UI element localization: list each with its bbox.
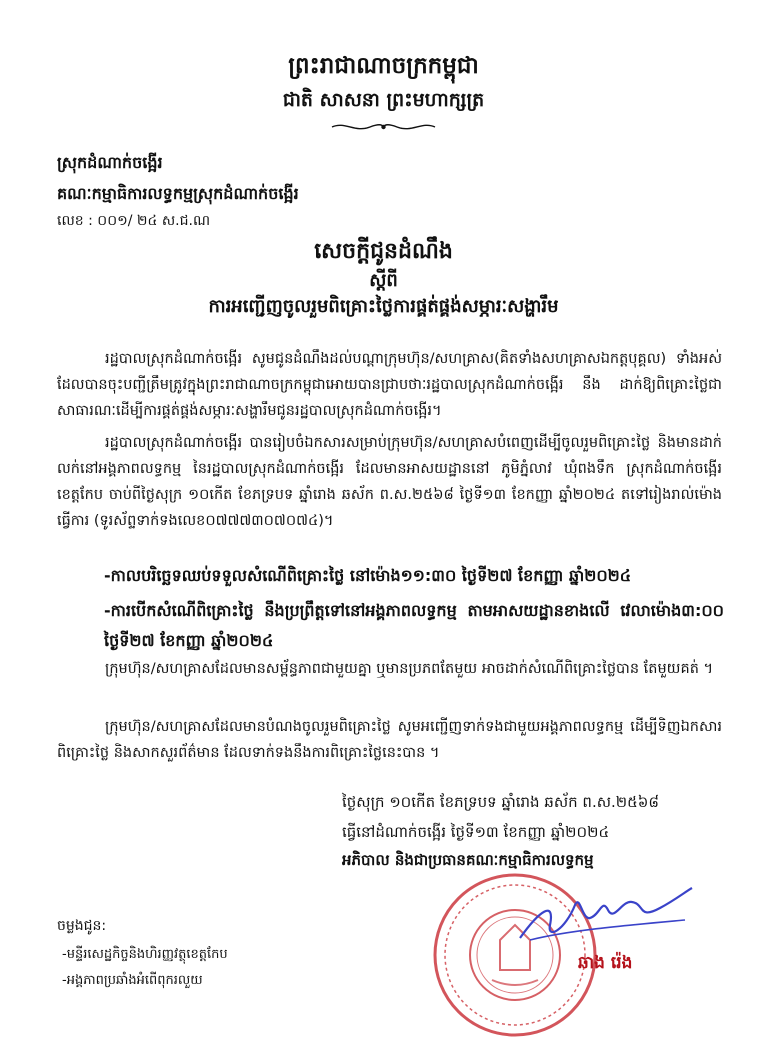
signatory-name: ឆាង រ៉េង: [578, 953, 633, 973]
issuing-district: ស្រុកដំណាក់ចង្អើរ: [57, 153, 163, 172]
body-paragraph-4: ក្រុមហ៊ុន/សហគ្រាសដែលមានបំណងចូលរួមពិគ្រោះថ្លៃ សូមអញ្ជើញទាក់ទងជាមួយអង្គភាពលទ្ធកម្ម ដើម្បីទិញឯកសារពិគ្រោះថ្លៃ និងសាកសួរព័ត៌មាន ដែលទាក់ទងនឹងការពិគ្រោះថ្លៃនេះបាន ។: [57, 719, 722, 761]
lunar-date: ថ្ងៃសុក្រ ១០កើត ខែភទ្របទ ឆ្នាំរោង ឆស័ក ព.ស.២៥៦៨: [342, 793, 659, 811]
copies-label: ចម្លងជូន:: [57, 918, 107, 934]
body-paragraph-3: ក្រុមហ៊ុន/សហគ្រាសដែលមានសម្ព័ន្ធភាពជាមួយគ្នា ឬមានប្រភពតែមួយ អាចដាក់សំណើពិគ្រោះថ្លៃបាន តែមួយគត់ ។: [105, 661, 714, 677]
copies-item: -អង្គភាពប្រឆាំងអំពើពុករលួយ: [62, 973, 203, 988]
subject-prefix: ស្តីពី: [369, 270, 398, 291]
notice-subject: ការអញ្ជើញចូលរួមពិគ្រោះថ្លៃការផ្គត់ផ្គង់សម្ភារៈសង្ហារឹម: [208, 296, 559, 317]
kingdom-heading: ព្រះរាជាណាចក្រកម្ពុជា: [288, 53, 479, 79]
place-and-date: ធ្វើនៅដំណាក់ចង្អើរ ថ្ងៃទី១៣ ខែកញ្ញា ឆ្នាំ២០២៤: [342, 823, 610, 841]
opening-bullet: -ការបើកសំណើពិគ្រោះថ្លៃ នឹងប្រព្រឹត្តទៅនៅអង្គភាពលទ្ធកម្ម តាមអាសយដ្ឋានខាងលើ វេលាម៉ោង៣:០០ ថ្ងៃទី២៧ ខែកញ្ញា ឆ្នាំ២០២៤: [104, 601, 724, 650]
header-ornament-icon: [330, 120, 437, 134]
signatory-title: អភិបាល និងជាប្រធានគណៈកម្មាធិការលទ្ធកម្ម: [342, 851, 594, 869]
deadline-bullet: -កាលបរិច្ឆេទឈប់ទទួលសំណើពិគ្រោះថ្លៃ នៅម៉ោង១១:៣០ ថ្ងៃទី២៧ ខែកញ្ញា ឆ្នាំ២០២៤: [104, 566, 632, 585]
issuing-committee: គណៈកម្មាធិការលទ្ធកម្មស្រុកដំណាក់ចង្អើរ: [57, 184, 299, 203]
body-paragraph-2: រដ្ឋបាលស្រុកដំណាក់ចង្អើរ បានរៀបចំឯកសារសម្រាប់ក្រុមហ៊ុន/សហគ្រាសបំពេញដើម្បីចូលរួមពិគ្រោះថ្លៃ និងមានដាក់លក់នៅអង្គភាពលទ្ធកម្ម នៃរដ្ឋបាលស្រុកដំណាក់ចង្អើរ ដែលមានអាសយដ្ឋាននៅ ភូមិភ្នំលាវ ឃុំពងទឹក ស្រុកដំណាក់ចង្អើរ ខេត្តកែប ចាប់ពីថ្ងៃសុក្រ ១០កើត ខែភទ្របទ ឆ្នាំរោង ឆស័ក ព.ស.២៥៦៨ ថ្ងៃទី១៣ ខែកញ្ញា ឆ្នាំ២០២៤ តទៅរៀងរាល់ម៉ោងធ្វើការ (ទូរស័ព្ទទាក់ទងលេខ០៧៧៧៣០៧០៧៤)។: [57, 435, 722, 529]
reference-number: លេខ : ០០១/ ២៤ ស.ជ.ណ: [57, 213, 211, 229]
notice-title: សេចក្តីជូនដំណឹង: [314, 239, 453, 264]
national-motto: ជាតិ សាសនា ព្រះមហាក្សត្រ: [282, 89, 485, 111]
signature-icon: [510, 880, 700, 955]
copies-item: -មន្ទីរសេដ្ឋកិច្ចនិងហិរញ្ញវត្ថុខេត្តកែប: [62, 947, 228, 962]
body-paragraph-1: រដ្ឋបាលស្រុកដំណាក់ចង្អើរ សូមជូនដំណឹងដល់បណ្តាក្រុមហ៊ុន/សហគ្រាស(គិតទាំងសហគ្រាសឯកត្តបុគ្គល) ទាំងអស់ ដែលបានចុះបញ្ជីត្រឹមត្រូវក្នុងព្រះរាជាណាចក្រកម្ពុជាអោយបានជ្រាបថាៈរដ្ឋបាលស្រុកដំណាក់ចង្អើរ នឹង ដាក់ឱ្យពិគ្រោះថ្លៃជាសាធារណៈដើម្បីការផ្គត់ផ្គង់សម្ភារៈសង្ហារឹមជូនរដ្ឋបាលស្រុកដំណាក់ចង្អើរ។: [57, 351, 722, 419]
